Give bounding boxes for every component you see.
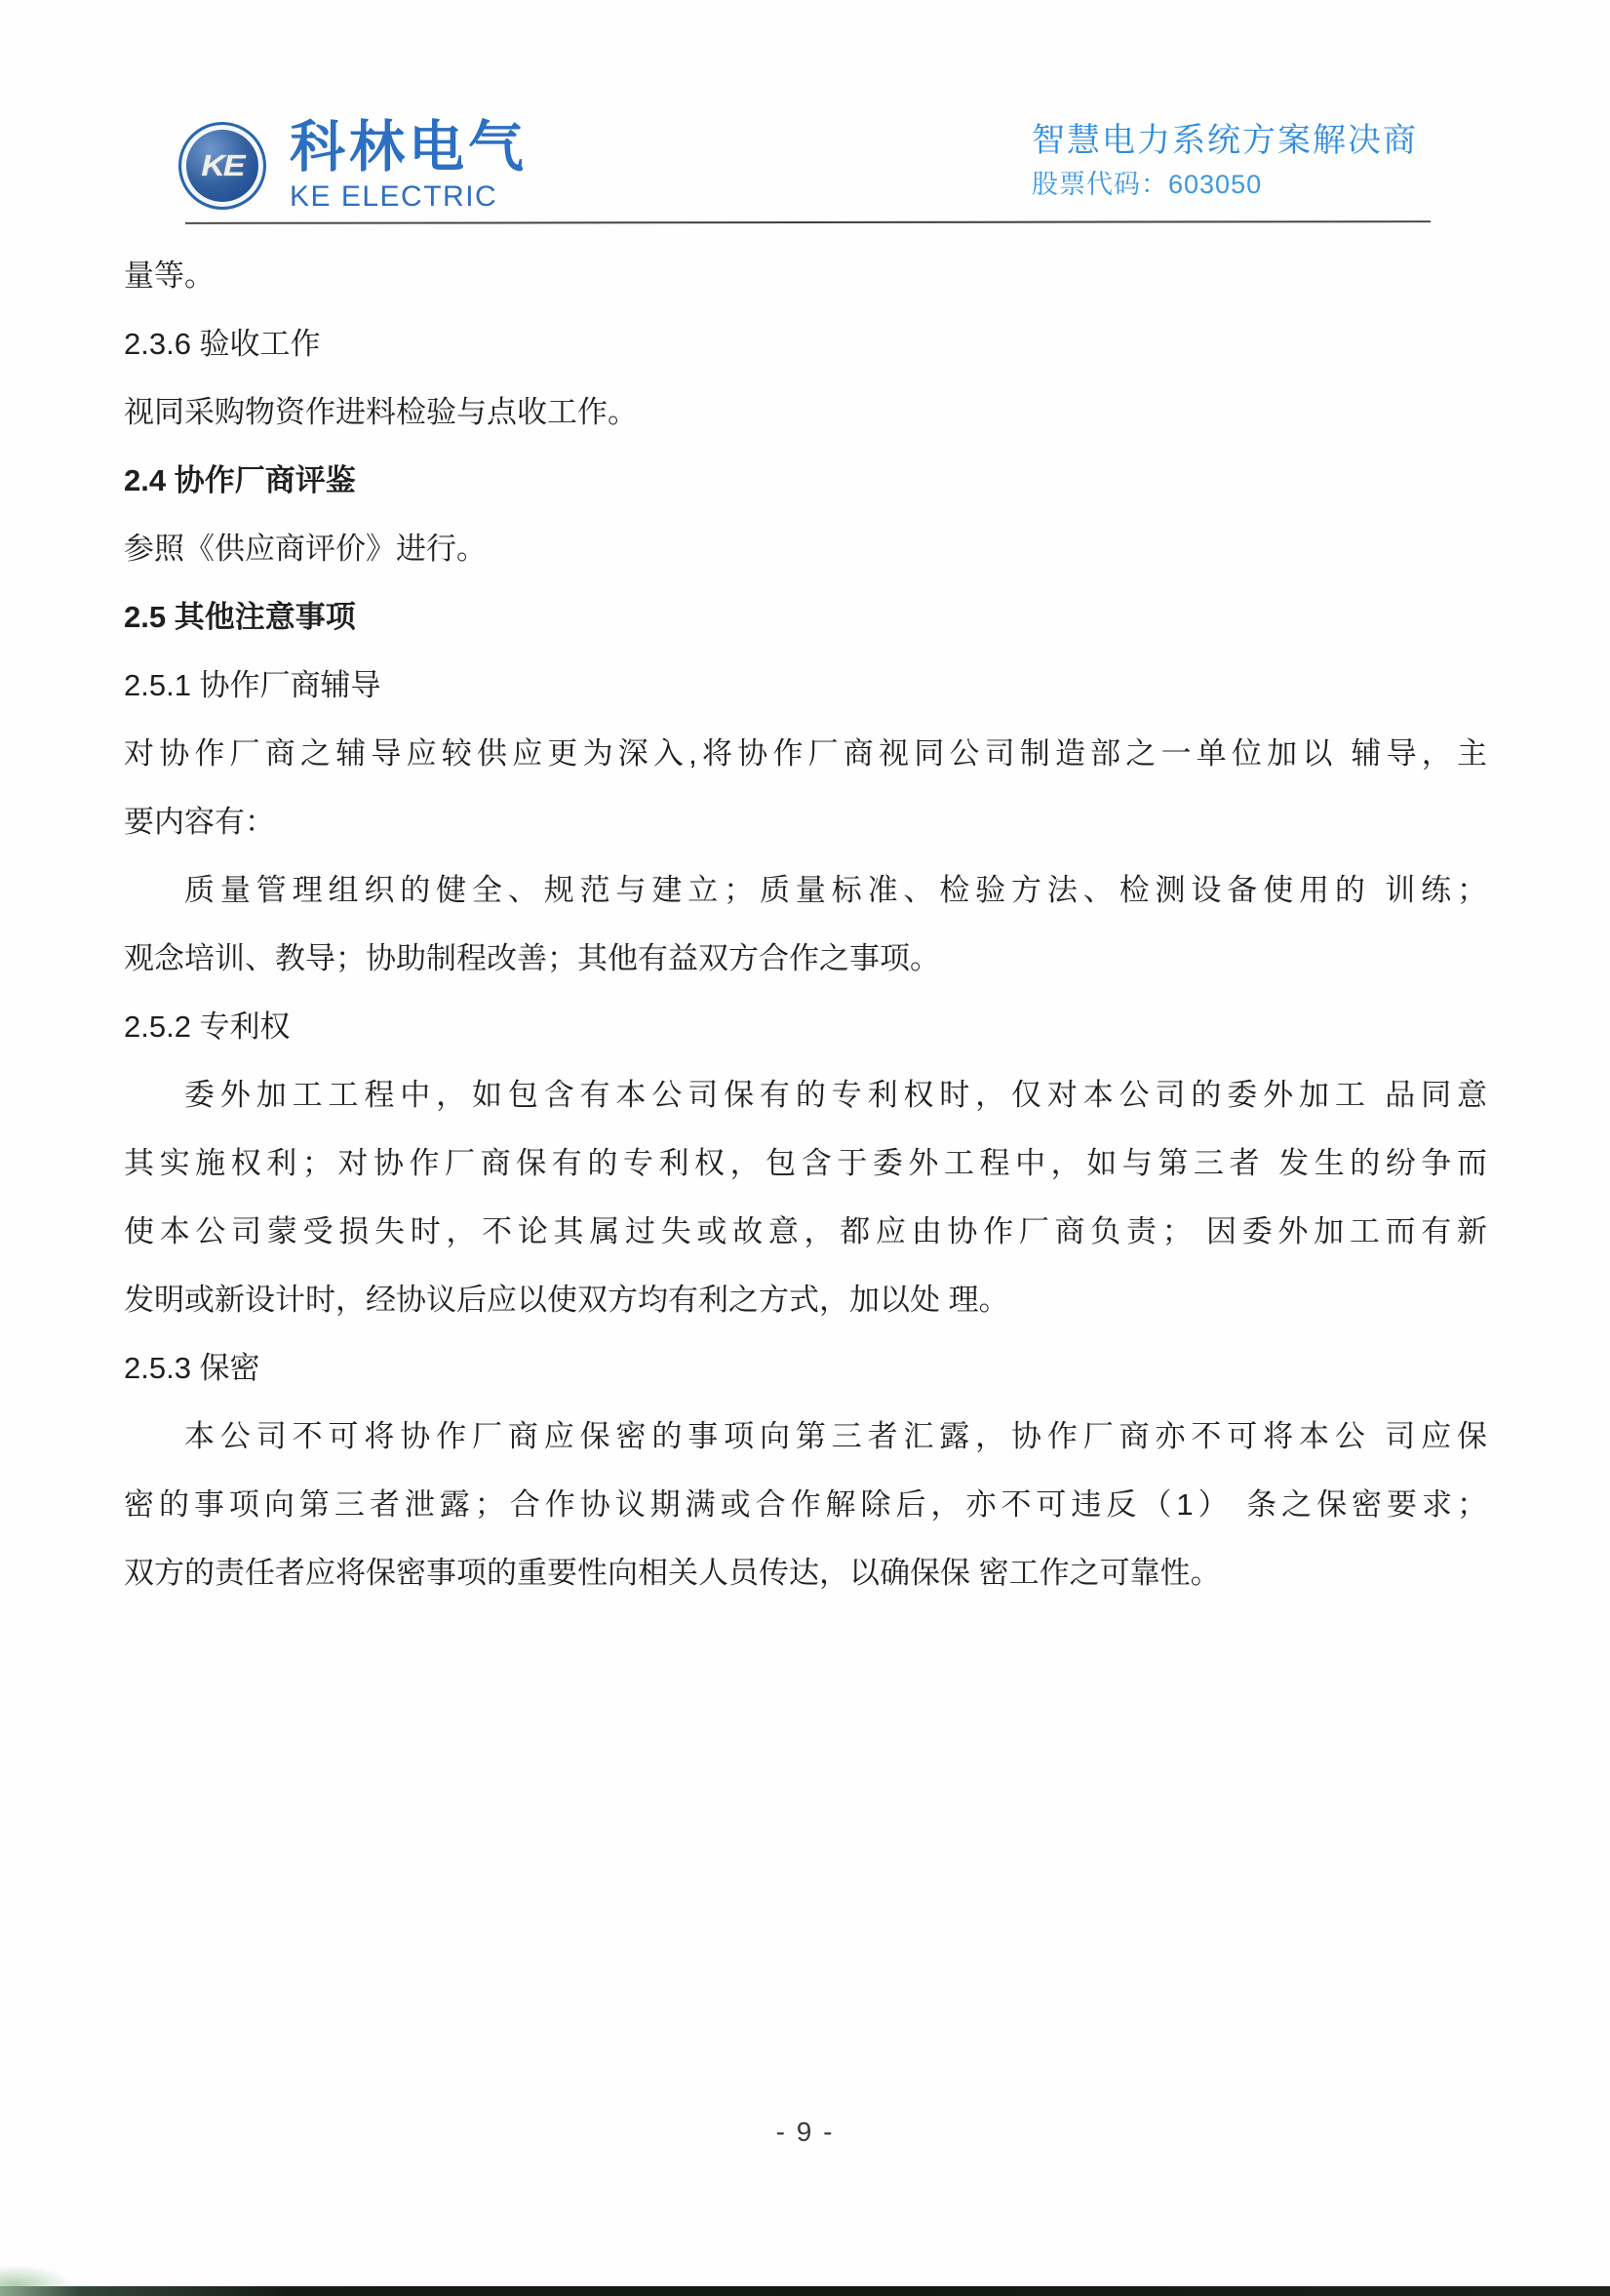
brand-text — [290, 116, 528, 213]
doc-heading-2-5: 2.5 其他注意事项 — [124, 600, 356, 634]
doc-line: 质量管理组织的健全、规范与建立；质量标准、检验方法、检测设备使用的 训练； — [184, 873, 1487, 907]
page-header — [0, 0, 1610, 224]
doc-line: 使本公司蒙受损失时，不论其属过失或故意，都应由协作厂商负责； 因委外加工而有新 — [124, 1214, 1487, 1248]
doc-heading-2-5-2: 2.5.2 专利权 — [124, 1009, 291, 1044]
doc-line: 发明或新设计时，经协议后应以使双方均有利之方式，加以处 理。 — [124, 1283, 1009, 1317]
doc-line: 本公司不可将协作厂商应保密的事项向第三者汇露，协作厂商亦不可将本公 司应保 — [184, 1419, 1487, 1453]
company-brand — [178, 116, 528, 213]
header-right — [1032, 124, 1418, 198]
ke-logo-icon — [178, 122, 266, 210]
brand-name-cn: 科林电气 — [290, 116, 528, 178]
doc-line: 双方的责任者应将保密事项的重要性向相关人员传达，以确保保 密工作之可靠性。 — [124, 1556, 1221, 1590]
doc-line: 观念培训、教导；协助制程改善；其他有益双方合作之事项。 — [124, 941, 940, 975]
page-number: - 9 - — [775, 2117, 835, 2147]
doc-line: 量等。 — [124, 258, 215, 293]
doc-line: 密的事项向第三者泄露；合作协议期满或合作解除后，亦不可违反（1） 条之保密要求； — [124, 1487, 1487, 1522]
header-divider — [185, 220, 1431, 224]
doc-line: 对协作厂商之辅导应较供应更为深入,将协作厂商视同公司制造部之一单位加以 辅导，主 — [124, 736, 1487, 771]
doc-heading-2-5-3: 2.5.3 保密 — [124, 1351, 260, 1385]
stock-code: 股票代码：603050 — [1032, 170, 1263, 199]
doc-heading-2-5-1: 2.5.1 协作厂商辅导 — [124, 668, 381, 702]
company-tagline: 智慧电力系统方案解决商 — [1032, 122, 1418, 159]
doc-line: 视同采购物资作进料检验与点收工作。 — [124, 395, 638, 429]
doc-line: 委外加工工程中，如包含有本公司保有的专利权时，仅对本公司的委外加工 品同意 — [184, 1078, 1487, 1112]
brand-name-en: KE ELECTRIC — [290, 180, 498, 213]
scan-edge-artifact — [0, 2286, 1610, 2296]
document-body — [124, 242, 1487, 1607]
doc-line: 参照《供应商评价》进行。 — [124, 532, 487, 566]
doc-heading-2-4: 2.4 协作厂商评鉴 — [124, 463, 356, 497]
doc-line: 要内容有： — [124, 805, 275, 839]
logo-monogram: KE — [201, 148, 244, 182]
doc-heading-2-3-6: 2.3.6 验收工作 — [124, 327, 321, 361]
doc-line: 其实施权利；对协作厂商保有的专利权，包含于委外工程中，如与第三者 发生的纷争而 — [124, 1146, 1487, 1180]
